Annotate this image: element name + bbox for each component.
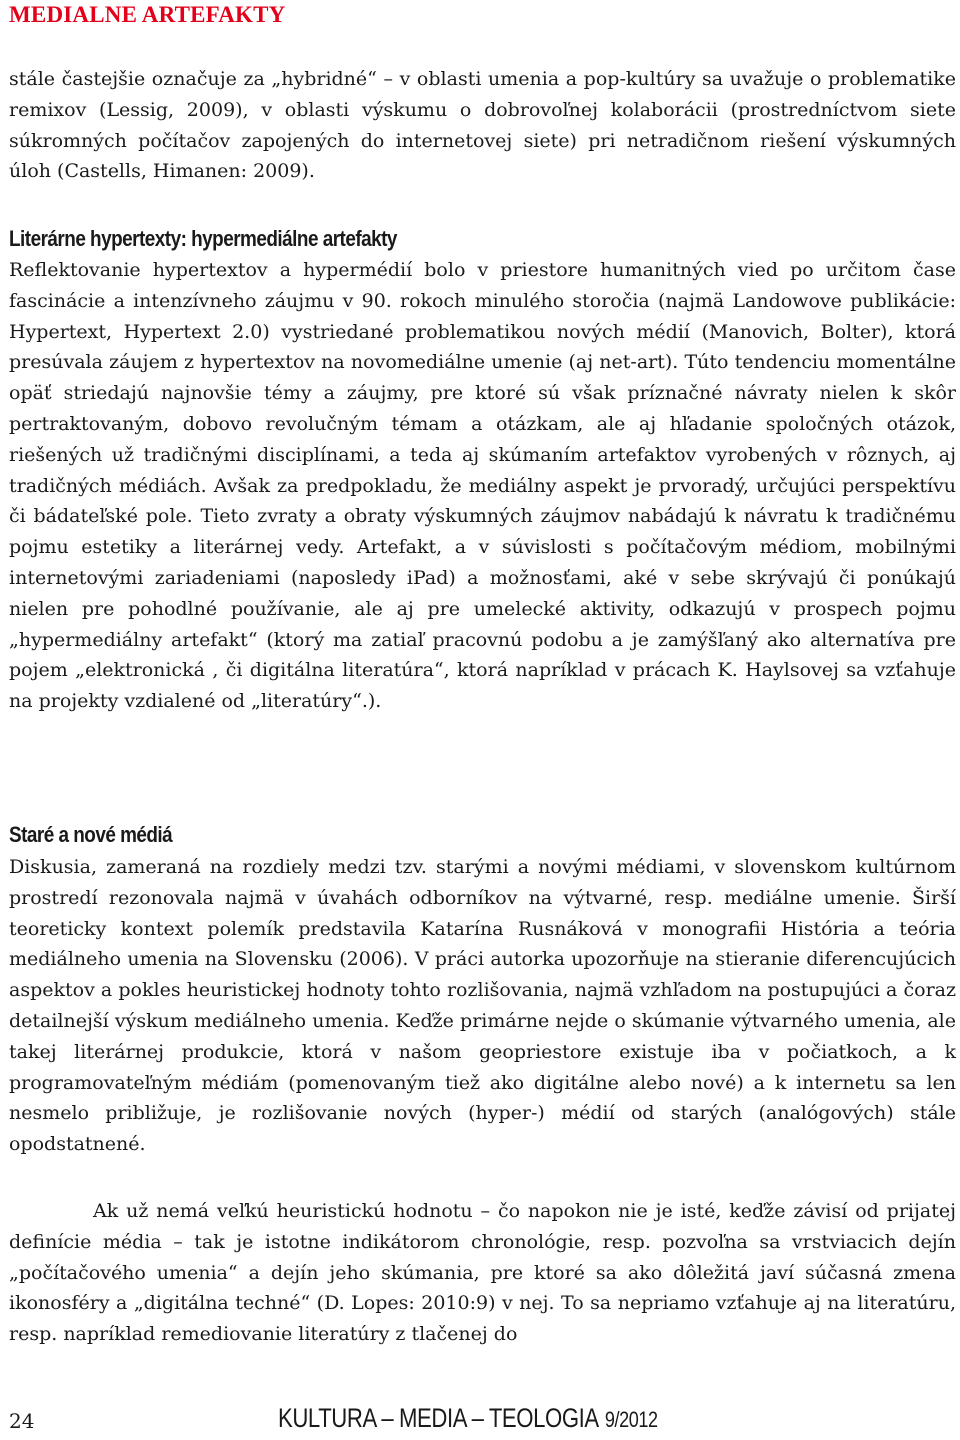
section-heading-old-new-media: Staré a nové médiá bbox=[9, 822, 173, 847]
journal-issue: 9/2012 bbox=[604, 1407, 658, 1432]
journal-footer bbox=[278, 1403, 658, 1434]
body-paragraph-heuristic-value: Ak už nemá veľkú heuristickú hodnotu – čo napokon nie je isté, keďže závisí od prijatej definície média – tak je istotne indikátorom chronológie, resp. pozvoľna sa vrstviacich dejín „počítačového umenia“ a dejín jeho skúmania, pre ktoré sa ako dôležitá javí súčasná zmena ikonosféry a „digitálna techné“ (D. Lopes: 2010:9) v nej. To sa nepriamo vzťahuje aj na literatúru, resp. napríklad remediovanie literatúry z tlačenej do bbox=[9, 1200, 956, 1346]
section-heading-literary-hypertexts: Literárne hypertexty: hypermediálne artefakty bbox=[9, 226, 397, 251]
body-paragraph-media-discussion: Diskusia, zameraná na rozdiely medzi tzv. starými a novými médiami, v slovenskom kultúrnom prostredí rezonovala najmä v úvahách odborníkov na výtvarné, resp. mediálne umenie. Širší teoreticky kontext polemík predstavila Katarína Rusnáková v monografii História a teória mediálneho umenia na Slovensku (2006). V práci autorka upozorňuje na stieranie diferencujúcich aspektov a pokles heuristickej hodnoty tohto rozlišovania, najmä vzhľadom na postupujúci a čoraz detailnejší výskum mediálneho umenia. Keďže primárne nejde o skúmanie výtvarného umenia, ale takej literárnej produkcie, ktorá v našom geopriestore existuje iba v počiatkoch, a k programovateľným médiám (pomenovaným tiež ako digitálne alebo nové) a k internetu sa len nesmelo približuje, je rozlišovanie nových (hyper-) médií od starých (analógových) stále opodstatnené. bbox=[9, 856, 956, 1156]
page-number: 24 bbox=[9, 1409, 35, 1433]
body-paragraph-intro: stále častejšie označuje za „hybridné“ – v oblasti umenia a pop-kultúry sa uvažuje o problematike remixov (Lessig, 2009), v oblasti výskumu o dobrovoľnej kolaborácii (prostredníctvom siete súkromných počítačov zapojených do internetovej siete) pri netradičnom riešení výskumných úloh (Castells, Himanen: 2009). bbox=[9, 68, 956, 183]
running-head-title: MEDIALNE ARTEFAKTY bbox=[9, 2, 286, 27]
journal-title: KULTURA – MEDIA – TEOLOGIA bbox=[278, 1403, 598, 1433]
body-paragraph-hypertexts: Reflektovanie hypertextov a hypermédií bolo v priestore humanitných vied po určitom čase fascinácie a intenzívneho záujmu v 90. rokoch minulého storočia (najmä Landowove publikácie: Hypertext, Hypertext 2.0) vystriedané problematikou nových médií (Manovich, Bolter), ktorá presúvala záujem z hypertextov na novomediálne umenie (aj net-art). Túto tendenciu momentálne opäť striedajú najnovšie témy a záujmy, pre ktoré sú však príznačné návraty nielen k skôr pertraktovaným, dobovo revolučným témam a otázkam, ale aj hľadanie spoločných otázok, riešených už tradičnými disciplínami, a teda aj skúmaním artefaktov vyrobených v rôznych, aj tradičných médiách. Avšak za predpokladu, že mediálny aspekt je prvoradý, určujúci perspektívu či bádateľské pole. Tieto zvraty a obraty výskumných záujmov nabádajú k návratu k tradičnému pojmu estetiky a literárnej vedy. Artefakt, a v súvislosti s počítačovým médiom, mobilnými internetovými zariadeniami (naposledy iPad) a možnosťami, aké v sebe skrývajú či ponúkajú nielen pre pohodlné používanie, ale aj pre umelecké aktivity, odkazujú v prospech pojmu „hypermediálny artefakt“ (ktorý ma zatiaľ pracovnú podobu a je zamýšľaný ako alternatíva pre pojem „elektronická , či digitálna literatúra“, ktorá napríklad v prácach K. Haylsovej sa vzťahuje na projekty vzdialené od „literatúry“.). bbox=[9, 259, 956, 713]
